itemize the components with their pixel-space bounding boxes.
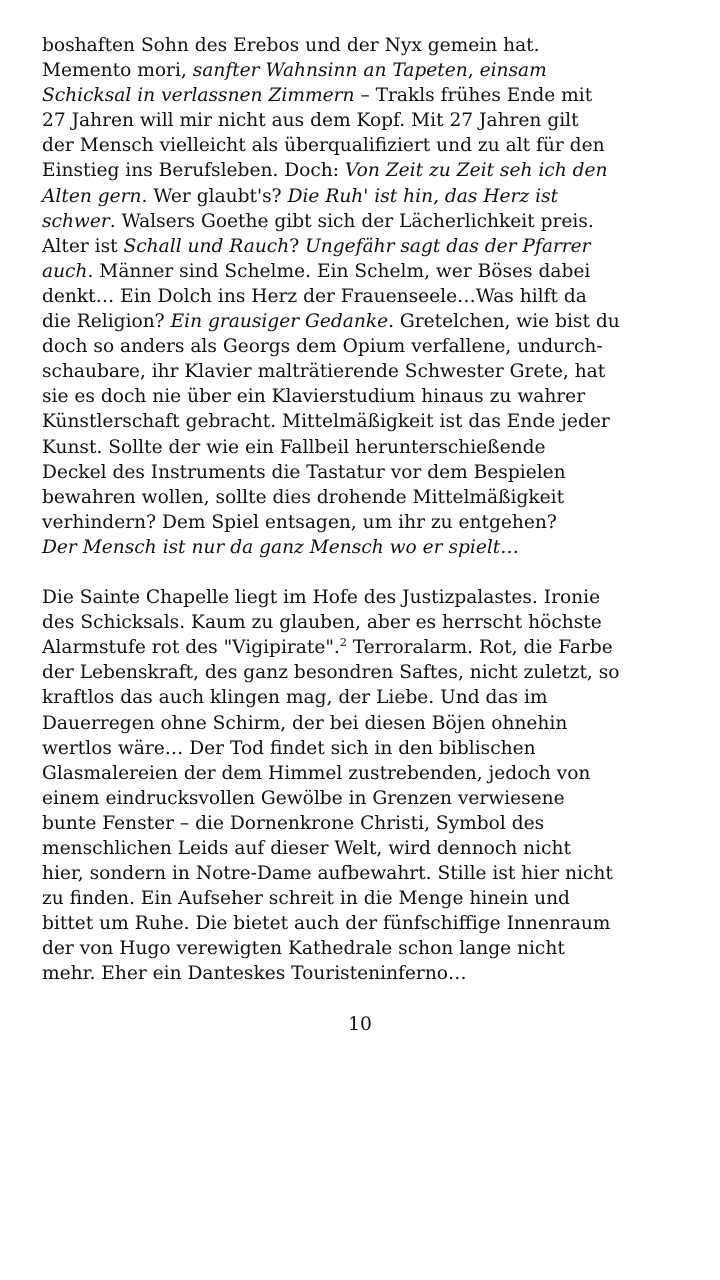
text-line: Alten gern. Wer glaubt's? Die Ruh' ist hin, das Herz ist [42, 185, 559, 207]
quote: Schall und Rauch [123, 235, 290, 257]
text-line: zu finden. Ein Aufseher schreit in die Menge hinein und [42, 888, 570, 910]
text-line: Die Sainte Chapelle liegt im Hofe des Justizpalastes. Ironie [42, 587, 601, 609]
quote: Ein grausiger Gedanke [170, 311, 389, 333]
text-line: des Schicksals. Kaum zu glauben, aber es herrscht höchste [42, 612, 602, 634]
text-line: Memento mori, sanfter Wahnsinn an Tapeten, einsam [42, 60, 547, 82]
text-line: mehr. Eher ein Danteskes Touristeninferno… [42, 963, 467, 985]
quote: Ungefähr sagt das der Pfarrer [305, 235, 591, 257]
quote: sanfter Wahnsinn an Tapeten [192, 60, 468, 82]
quote: Von Zeit zu Zeit seh ich den [344, 160, 608, 182]
text-line: doch so anders als Georgs dem Opium verfallene, undurch- [42, 336, 603, 358]
text-line: der von Hugo verewigten Kathedrale schon lange nicht [42, 938, 565, 960]
quote: Schicksal in verlassnen Zimmern [42, 85, 355, 107]
text-line: bewahren wollen, sollte dies drohende Mittelmäßigkeit [42, 486, 565, 508]
text-line: Einstieg ins Berufsleben. Doch: Von Zeit zu Zeit seh ich den [42, 160, 608, 182]
text-line: Dauerregen ohne Schirm, der bei diesen Böjen ohnehin [42, 712, 568, 734]
text-line: Kunst. Sollte der wie ein Fallbeil herunterschießende [42, 436, 546, 458]
quote: einsam [479, 60, 547, 82]
paragraph-sainte-chapelle [42, 585, 682, 987]
text-line: schwer. Walsers Goethe gibt sich der Lächerlichkeit preis. [42, 210, 594, 232]
book-page [42, 33, 682, 987]
text-line: einem eindrucksvollen Gewölbe in Grenzen verwiesene [42, 787, 565, 809]
text-line: der Mensch vielleicht als überqualifiziert und zu alt für den [42, 135, 605, 157]
text-line: bittet um Ruhe. Die bietet auch der fünfschiffige Innenraum [42, 913, 611, 935]
text-line: kraftlos das auch klingen mag, der Liebe. Und das im [42, 687, 548, 709]
quote: Die Ruh' ist hin, das Herz ist [287, 185, 559, 207]
text-line: Schicksal in verlassnen Zimmern – Trakls frühes Ende mit [42, 85, 593, 107]
text-line: die Religion? Ein grausiger Gedanke. Gretelchen, wie bist du [42, 311, 620, 333]
quote: Der Mensch ist nur da ganz Mensch wo er spielt… [42, 536, 519, 558]
quote: Alten gern [42, 185, 142, 207]
text-line: 27 Jahren will mir nicht aus dem Kopf. Mit 27 Jahren gilt [42, 110, 579, 132]
page-number: 10 [348, 1014, 372, 1035]
text-line: sie es doch nie über ein Klavierstudium hinaus zu wahrer [42, 386, 586, 408]
text-line: boshaften Sohn des Erebos und der Nyx gemein hat. [42, 35, 540, 56]
paragraph-trakl [42, 33, 682, 560]
text-line: verhindern? Dem Spiel entsagen, um ihr zu entgehen? [42, 511, 557, 533]
text-line: bunte Fenster – die Dornenkrone Christi, Symbol des [42, 812, 545, 834]
text-line: hier, sondern in Notre-Dame aufbewahrt. Stille ist hier nicht [42, 863, 613, 885]
quote: auch [42, 260, 88, 282]
text-line: Künstlerschaft gebracht. Mittelmäßigkeit ist das Ende jeder [42, 411, 610, 433]
text-line [42, 535, 682, 560]
paragraph-gap [42, 560, 682, 585]
text-line: denkt… Ein Dolch ins Herz der Frauenseele…Was hilft da [42, 285, 587, 307]
text-line: wertlos wäre… Der Tod findet sich in den biblischen [42, 737, 536, 759]
footnote-marker: 2 [339, 636, 347, 650]
text-line: auch. Männer sind Schelme. Ein Schelm, wer Böses dabei [42, 260, 591, 282]
text-line: Alter ist Schall und Rauch? Ungefähr sagt das der Pfarrer [42, 235, 591, 257]
text-line: menschlichen Leids auf dieser Welt, wird dennoch nicht [42, 838, 571, 859]
text-line: der Lebenskraft, des ganz besondren Saftes, nicht zuletzt, so [42, 662, 620, 684]
quote: schwer [42, 210, 110, 232]
text-line: Alarmstufe rot des "Vigipirate".$^2$ Terroralarm. Rot, die Farbe [42, 636, 613, 659]
text-line: Glasmalereien der dem Himmel zustrebenden, jedoch von [42, 762, 591, 784]
text-line: schaubare, ihr Klavier malträtierende Schwester Grete, hat [42, 361, 606, 383]
text-line: Deckel des Instruments die Tastatur vor dem Bespielen [42, 461, 566, 483]
